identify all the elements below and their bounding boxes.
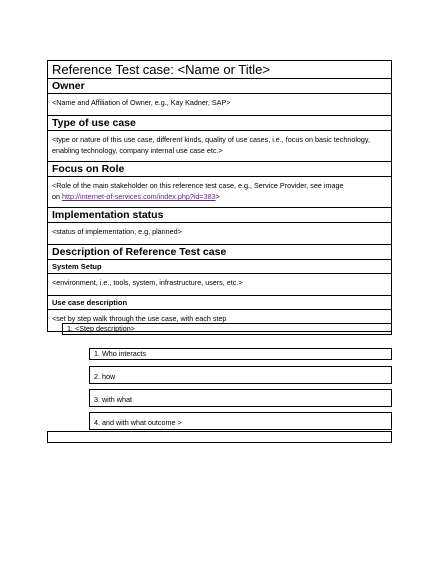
focus-on-role-prefix: on	[52, 192, 62, 201]
description-heading: Description of Reference Test case	[47, 245, 392, 260]
system-setup-text: <environment, i.e., tools, system, infrastructure, users, etc.>	[47, 274, 392, 296]
sub-step-2: 2. how	[89, 366, 392, 384]
use-case-description-heading: Use case description	[47, 296, 392, 310]
focus-on-role-text	[47, 177, 392, 208]
sub-step-1: 1. Who interacts	[89, 348, 392, 360]
type-of-use-case-heading: Type of use case	[47, 116, 392, 131]
empty-end-row	[47, 431, 392, 443]
focus-on-role-line2	[52, 191, 387, 202]
focus-on-role-heading: Focus on Role	[47, 162, 392, 177]
type-of-use-case-text	[47, 131, 392, 162]
system-setup-heading: System Setup	[47, 260, 392, 274]
owner-text: <Name and Affiliation of Owner, e.g., Kay Kadner, SAP>	[47, 94, 392, 116]
use-case-description-text: <set by step walk through the use case, with each step	[47, 310, 392, 332]
sub-step-3: 3. with what	[89, 389, 392, 407]
sub-step-4: 4. and with what outcome >	[89, 412, 392, 430]
implementation-status-text: <status of implementation, e.g, planned>	[47, 223, 392, 245]
step-1: 1. <Step description>	[62, 323, 392, 335]
type-of-use-case-line1: <type or nature of this use case, different kinds, quality of use cases, i.e., focus on basic technology,	[52, 135, 370, 144]
focus-on-role-line1: <Role of the main stakeholder on this reference test case, e.g., Service Provider, see image	[52, 181, 344, 190]
implementation-status-heading: Implementation status	[47, 208, 392, 223]
internet-of-services-link[interactable]: http://internet-of-services.com/index.php?id=383	[62, 192, 216, 201]
owner-heading: Owner	[47, 79, 392, 94]
reference-test-case-document	[47, 60, 392, 332]
document-title: Reference Test case: <Name or Title>	[47, 60, 392, 79]
type-of-use-case-line2: enabling technology, company internal use case etc.>	[52, 146, 223, 155]
focus-on-role-suffix: >	[215, 192, 220, 201]
